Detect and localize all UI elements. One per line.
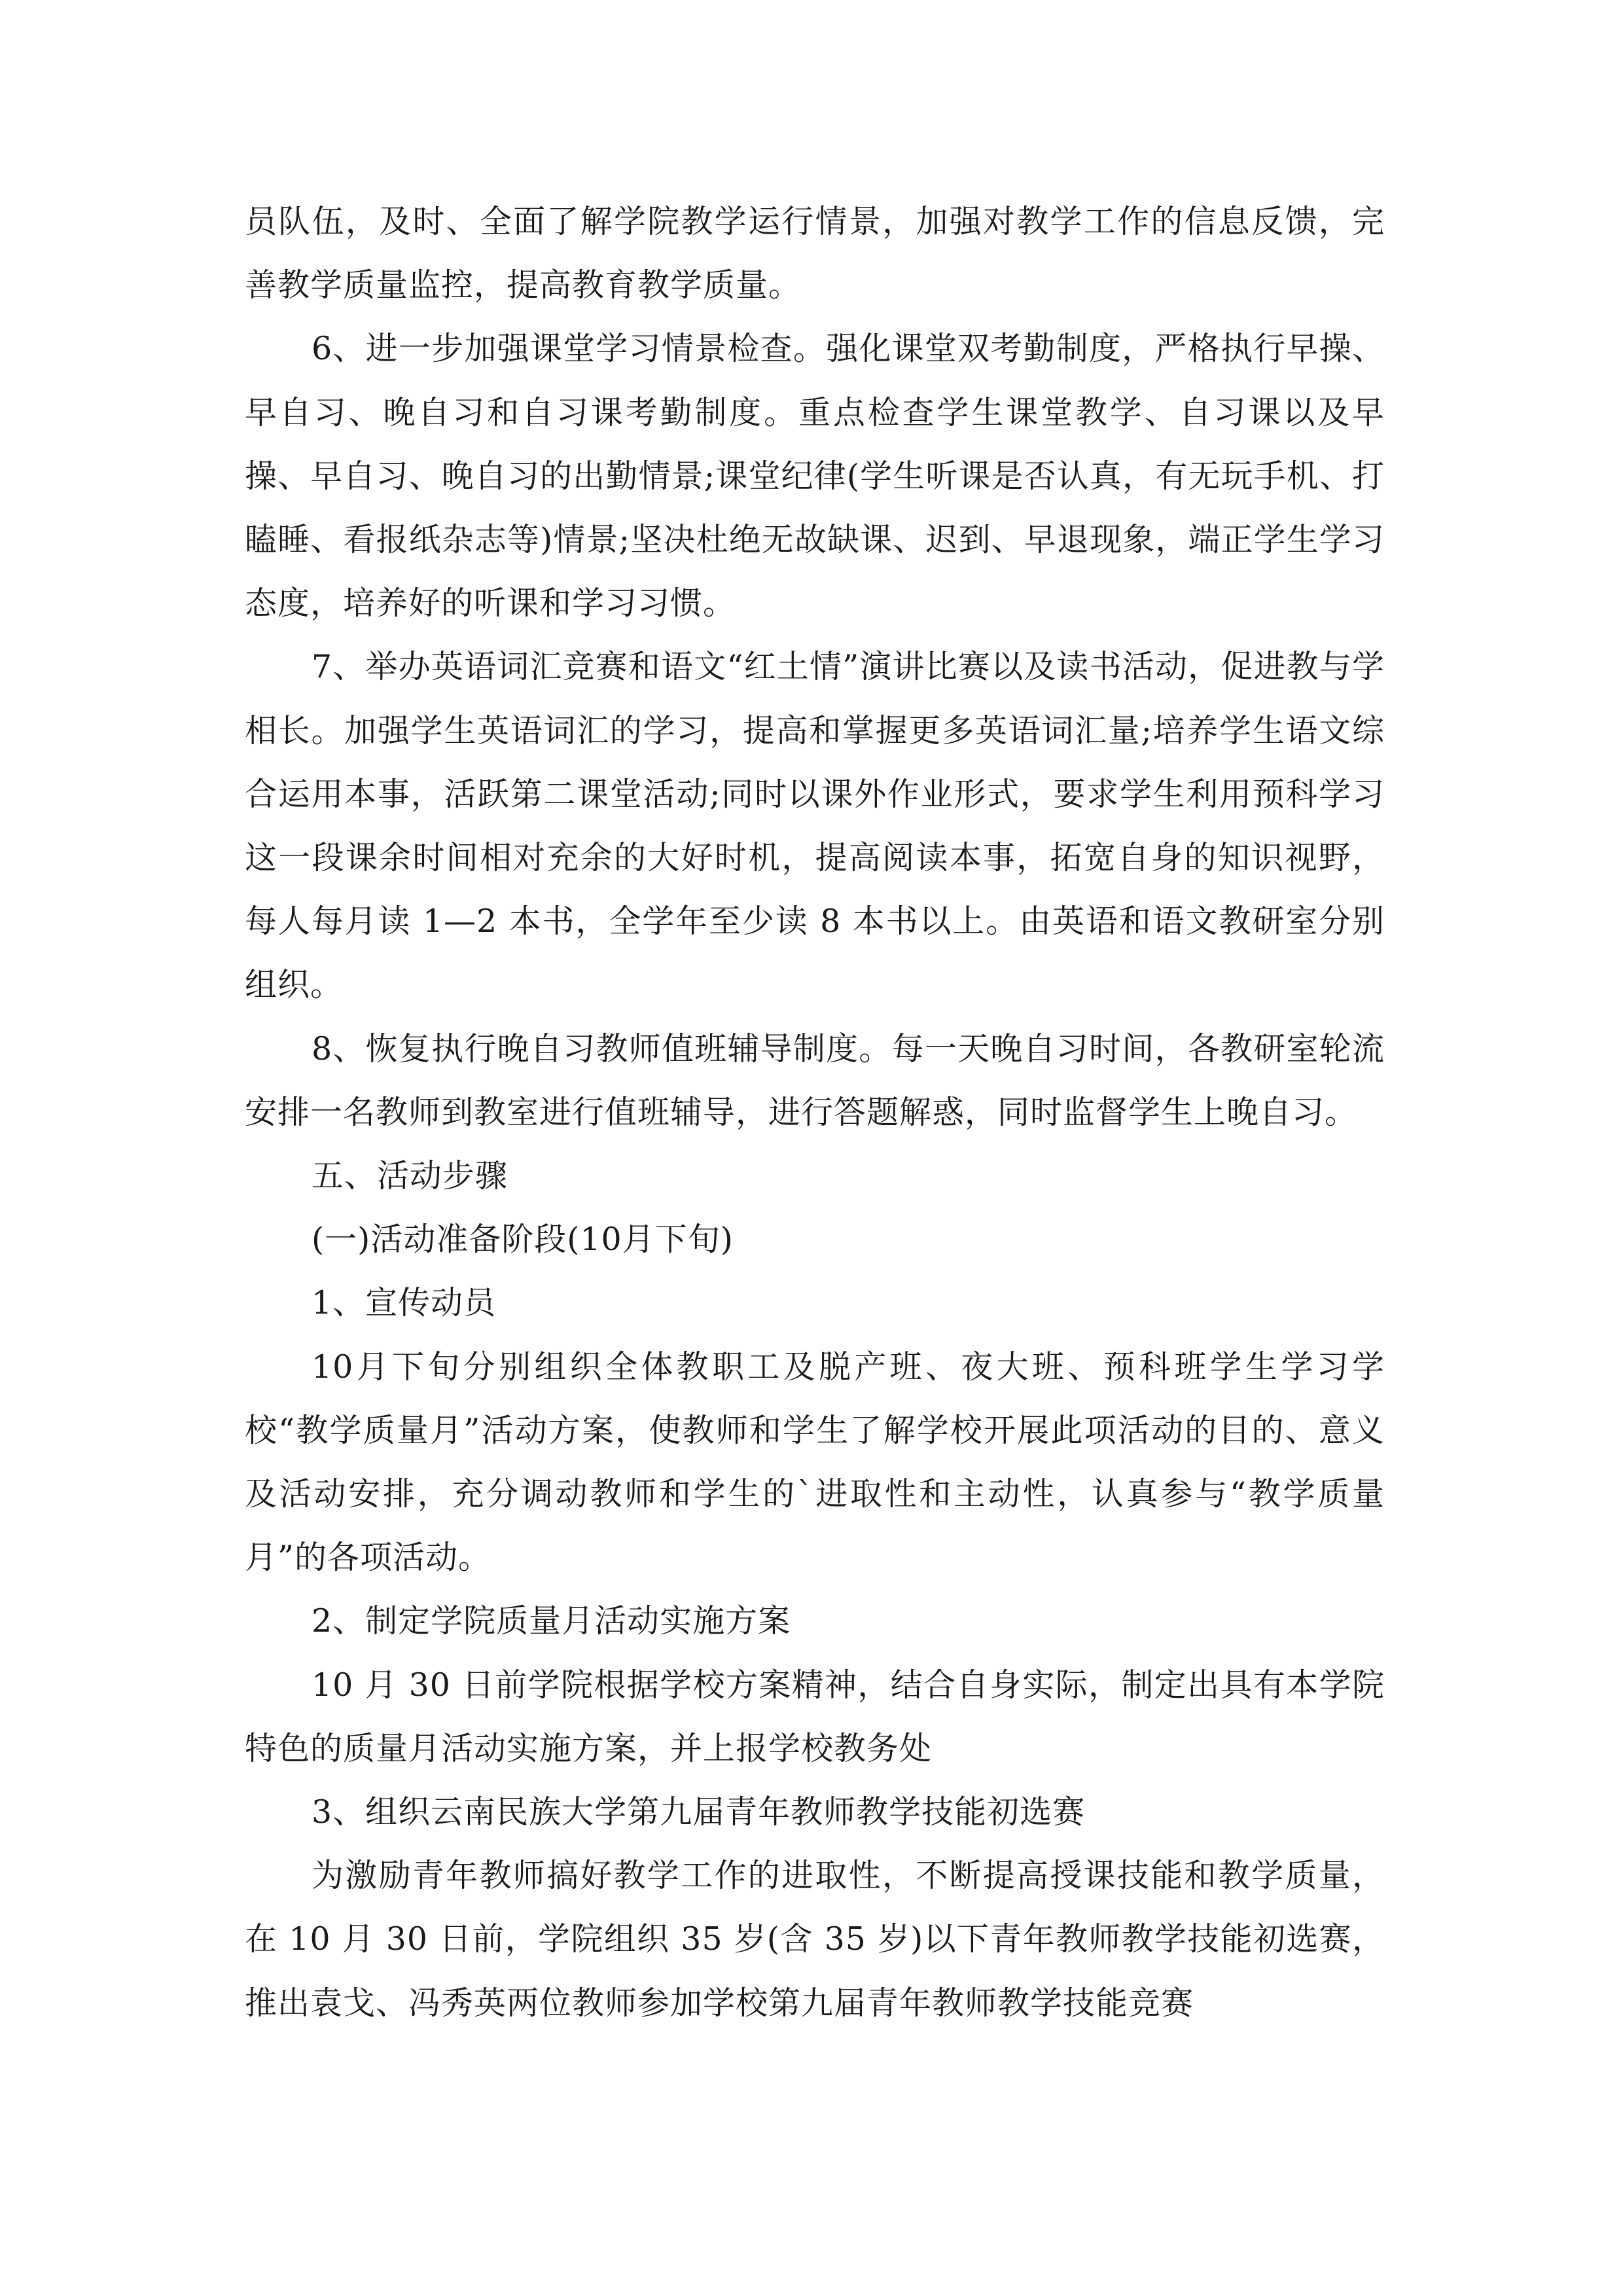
- step-body-2: 10 月 30 日前学院根据学校方案精神，结合自身实际，制定出具有本学院特色的质量月活动实施方案，并上报学校教务处: [245, 1666, 1385, 1767]
- paragraph-continued: 员队伍，及时、全面了解学院教学运行情景，加强对教学工作的信息反馈，完善教学质量监控，提高教育教学质量。: [245, 203, 1385, 304]
- document-page: [245, 190, 1385, 2035]
- step-heading-2: 2、制定学院质量月活动实施方案: [312, 1602, 791, 1640]
- paragraph-item-8: 8、恢复执行晚自习教师值班辅导制度。每一天晚自习时间，各教研室轮流安排一名教师到教室进行值班辅导，进行答题解惑，同时监督学生上晚自习。: [245, 1030, 1385, 1131]
- section-heading-5: 五、活动步骤: [312, 1157, 508, 1195]
- paragraph-item-6: 6、进一步加强课堂学习情景检查。强化课堂双考勤制度，严格执行早操、早自习、晚自习和自习课考勤制度。重点检查学生课堂教学、自习课以及早操、早自习、晚自习的出勤情景;课堂纪律(学生听课是否认真，有无玩手机、打瞌睡、看报纸杂志等)情景;坚决杜绝无故缺课、迟到、早退现象，端正学生学习态度，培养好的听课和学习习惯。: [245, 330, 1385, 622]
- step-body-3: 为激励青年教师搞好教学工作的进取性，不断提高授课技能和教学质量，在 10 月 30 日前，学院组织 35 岁(含 35 岁)以下青年教师教学技能初选赛，推出袁戈、冯秀英两位教师参加学校第九届青年教师教学技能竞赛: [245, 1857, 1385, 2022]
- subsection-heading-1: (一)活动准备阶段(10月下旬): [312, 1221, 734, 1259]
- step-body-1: 10月下旬分别组织全体教职工及脱产班、夜大班、预科班学生学习学校“教学质量月”活动方案，使教师和学生了解学校开展此项活动的目的、意义及活动安排，充分调动教师和学生的`进取性和主动性，认真参与“教学质量月”的各项活动。: [245, 1348, 1385, 1577]
- paragraph-item-7: 7、举办英语词汇竞赛和语文“红土情”演讲比赛以及读书活动，促进教与学相长。加强学生英语词汇的学习，提高和掌握更多英语词汇量;培养学生语文综合运用本事，活跃第二课堂活动;同时以课外作业形式，要求学生利用预科学习这一段课余时间相对充余的大好时机，提高阅读本事，拓宽自身的知识视野，每人每月读 1—2 本书，全学年至少读 8 本书以上。由英语和语文教研室分别组织。: [245, 648, 1385, 1004]
- step-heading-1: 1、宣传动员: [312, 1284, 497, 1322]
- step-heading-3: 3、组织云南民族大学第九届青年教师教学技能初选赛: [312, 1793, 1086, 1831]
